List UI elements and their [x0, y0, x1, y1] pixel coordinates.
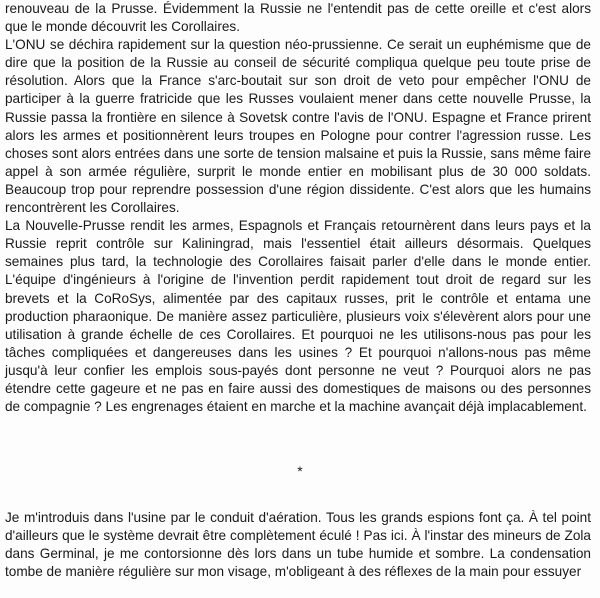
- section-separator: *: [297, 463, 303, 479]
- paragraph: La Nouvelle-Prusse rendit les armes, Espagnols et Français retournèrent dans leurs pays et la Russie reprit contrôle sur Kaliningrad, mais l'essentiel était ailleurs désormais. Quelques semaines plus tard, la technologie des Corollaires faisait parler d'elle dans le monde entier. L'équipe d'ingénieurs à l'origine de l'invention perdit rapidement tout droit de regard sur les brevets et la CoRoSys, alimentée par des capitaux russes, prit le contrôle et entama une production pharaonique. De manière assez particulière, plusieurs voix s'élevèrent alors pour une utilisation à grande échelle de ces Corollaires. Et pourquoi ne les utilisons-nous pas pour les tâches compliquées et dangereuses dans les usines ? Et pourquoi n'allons-nous pas même jusqu'à leur confier les emplois sous-payés dont personne ne veut ? Pourquoi alors ne pas étendre cette gageure et ne pas en faire aussi des domestiques de maisons ou des personnes de compagnie ? Les engrenages étaient en marche et la machine avançait déjà implacablement.: [5, 218, 591, 415]
- text-section-top: [5, 0, 591, 416]
- paragraph: L'ONU se déchira rapidement sur la question néo-prussienne. Ce serait un euphémisme que de dire que la position de la Russie au conseil de sécurité compliqua quelque peu toute prise de résolution. Alors que la France s'arc-boutait sur son droit de veto pour empêcher l'ONU de participer à la guerre fratricide que les Russes voulaient mener dans cette nouvelle Prusse, la Russie passa la frontière en silence à Sovetsk contre l'avis de l'ONU. Espagne et France prirent alors les armes et positionnèrent leurs troupes en Pologne pour contrer l'agression russe. Les choses sont alors entrées dans une sorte de tension malsaine et puis la Russie, sans même faire appel à son armée régulière, surprit le monde entier en mobilisant plus de 30 000 soldats. Beaucoup trop pour reprendre possession d'une région dissidente. C'est alors que les humains rencontrèrent les Corollaires.: [5, 37, 591, 216]
- paragraph: Je m'introduis dans l'usine par le conduit d'aération. Tous les grands espions font ça. À tel point d'ailleurs que le système devrait être complètement éculé ! Pas ici. À l'instar des mineurs de Zola dans Germinal, je me contorsionne dès lors dans un tube humide et sombre. La condensation tombe de manière régulière sur mon visage, m'obligeant à des réflexes de la main pour essuyer: [5, 510, 591, 580]
- text-section-bottom: [5, 509, 591, 581]
- paragraph: renouveau de la Prusse. Évidemment la Russie ne l'entendit pas de cette oreille et c'est alors que le monde découvrit les Corollaires.: [5, 1, 591, 35]
